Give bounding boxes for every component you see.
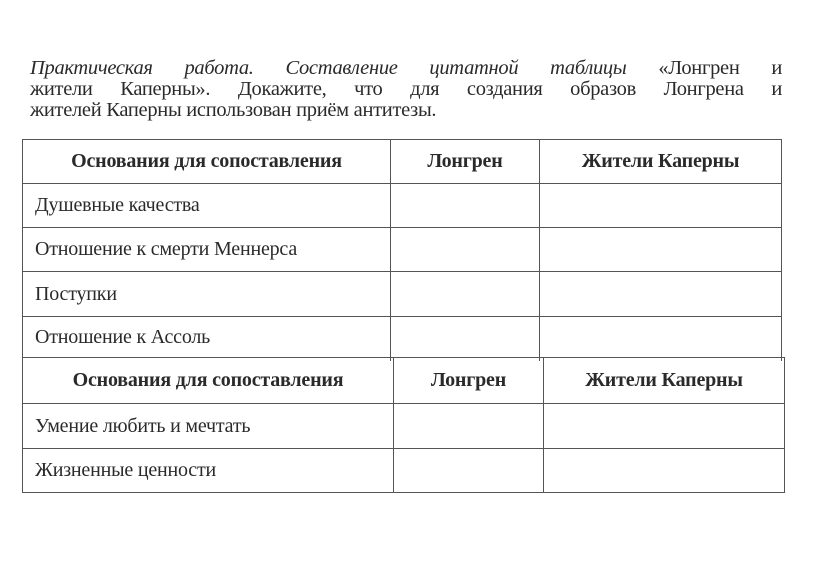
empty-cell[interactable] bbox=[544, 449, 785, 493]
header-longren: Лонгрен bbox=[394, 358, 544, 404]
intro-line-1 bbox=[30, 58, 782, 79]
empty-cell[interactable] bbox=[391, 184, 540, 228]
empty-cell[interactable] bbox=[540, 228, 782, 272]
empty-cell[interactable] bbox=[391, 317, 540, 362]
row-label: Умение любить и мечтать bbox=[23, 404, 394, 449]
row-label: Поступки bbox=[23, 272, 391, 317]
table-header-row bbox=[23, 140, 782, 184]
header-criteria: Основания для сопоставления bbox=[23, 358, 394, 404]
intro-line-2: жители Каперны». Докажите, что для создания образов Лонгрена и bbox=[30, 78, 782, 100]
table-row bbox=[23, 228, 782, 272]
empty-cell[interactable] bbox=[391, 272, 540, 317]
empty-cell[interactable] bbox=[540, 184, 782, 228]
empty-cell[interactable] bbox=[540, 317, 782, 362]
header-criteria: Основания для сопоставления bbox=[23, 140, 391, 184]
header-kaperna: Жители Каперны bbox=[544, 358, 785, 404]
table-row bbox=[23, 317, 782, 362]
empty-cell[interactable] bbox=[391, 228, 540, 272]
comparison-table-1 bbox=[22, 139, 782, 361]
assignment-title: Практическая работа. Составление цитатной таблицы bbox=[30, 57, 627, 79]
header-kaperna: Жители Каперны bbox=[540, 140, 782, 184]
row-label: Отношение к смерти Меннерса bbox=[23, 228, 391, 272]
table-row bbox=[23, 272, 782, 317]
empty-cell[interactable] bbox=[544, 404, 785, 449]
header-longren: Лонгрен bbox=[391, 140, 540, 184]
empty-cell[interactable] bbox=[540, 272, 782, 317]
table-row bbox=[23, 184, 782, 228]
empty-cell[interactable] bbox=[394, 404, 544, 449]
table-row bbox=[23, 404, 785, 449]
table-header-row bbox=[23, 358, 785, 404]
table-row bbox=[23, 449, 785, 493]
empty-cell[interactable] bbox=[394, 449, 544, 493]
intro-line-1-rest: «Лонгрен и bbox=[658, 57, 783, 79]
row-label: Жизненные ценности bbox=[23, 449, 394, 493]
intro-line-3: жителей Каперны использован приём антитезы. bbox=[30, 99, 437, 121]
assignment-text bbox=[30, 58, 782, 121]
row-label: Душевные качества bbox=[23, 184, 391, 228]
row-label: Отношение к Ассоль bbox=[23, 317, 391, 362]
comparison-table-2 bbox=[22, 357, 785, 493]
